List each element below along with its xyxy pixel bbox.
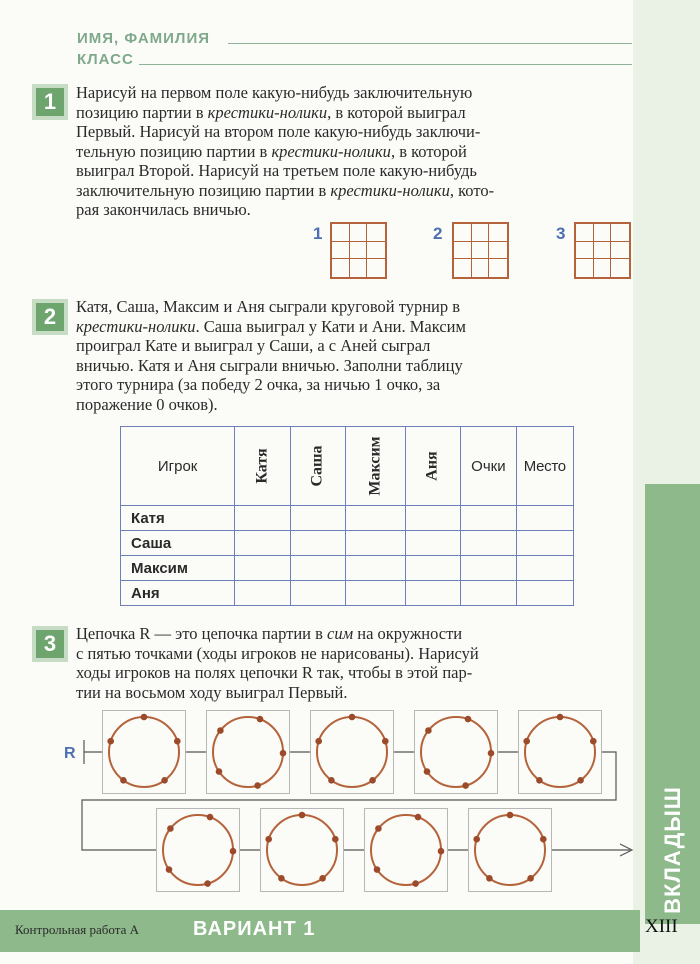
text-line: Цепочка R — это цепочка партии в сим на окружности (76, 624, 463, 643)
board-circle (475, 815, 545, 885)
board-point (141, 714, 148, 721)
board-point (332, 836, 339, 843)
board-point (107, 738, 114, 745)
text-line: заключительную позицию партии в крестики-нолики, кото- (76, 180, 495, 200)
board-circle (421, 717, 491, 787)
board-point (167, 825, 174, 832)
table-cell[interactable] (516, 556, 574, 581)
opponent-header: Саша (290, 427, 345, 506)
text-line: выиграл Второй. Нарисуй на третьем поле какую-нибудь (76, 161, 477, 180)
circle-board (103, 711, 187, 795)
board-point (207, 814, 214, 821)
text-line: крестики-нолики. Саша выиграл у Кати и Ани. Максим (76, 316, 466, 336)
ttt-grid-1[interactable] (330, 222, 387, 279)
table-row (121, 506, 574, 531)
board-point (349, 714, 356, 721)
opponent-header: Максим (346, 427, 406, 506)
board-point (254, 782, 261, 789)
variant-label: ВАРИАНТ 1 (193, 918, 316, 940)
table-row (121, 581, 574, 606)
board-point (527, 875, 534, 882)
board-point (257, 716, 264, 723)
table-cell[interactable] (290, 581, 345, 606)
board-circle (525, 717, 595, 787)
points-header: Очки (461, 427, 516, 506)
chain-cell[interactable] (260, 808, 344, 892)
chain-cell[interactable] (206, 710, 290, 794)
table-cell[interactable] (346, 581, 406, 606)
work-label: Контрольная работа А (15, 922, 139, 937)
grid-2-number: 2 (433, 224, 443, 243)
board-point (438, 848, 445, 855)
table-cell[interactable] (290, 506, 345, 531)
board-point (536, 777, 543, 784)
text-line: ходы игроков на полях цепочки R так, чтобы в этой пар- (76, 663, 473, 682)
chain-cell[interactable] (156, 808, 240, 892)
chain-label: R (64, 745, 76, 762)
circle-board (157, 809, 241, 893)
board-point (369, 777, 376, 784)
board-point (328, 777, 335, 784)
board-point (280, 750, 287, 757)
board-point (523, 738, 530, 745)
board-point (319, 875, 326, 882)
board-circle (213, 717, 283, 787)
name-line[interactable] (228, 43, 632, 44)
text-line: тии на восьмом ходу выиграл Первый. (76, 682, 348, 702)
ttt-grid-2[interactable] (452, 222, 509, 279)
board-point (230, 848, 237, 855)
board-circle (317, 717, 387, 787)
table-cell[interactable] (235, 556, 290, 581)
text-line: проиграл Кате и выиграл у Саши, а с Аней сыграл (76, 336, 431, 355)
chain-cell[interactable] (364, 808, 448, 892)
board-point (216, 768, 223, 775)
table-header-row (121, 427, 574, 506)
board-point (217, 727, 224, 734)
table-cell[interactable] (461, 581, 516, 606)
circle-board (207, 711, 291, 795)
chain-cell[interactable] (310, 710, 394, 794)
table-cell[interactable] (461, 556, 516, 581)
row-player: Катя (121, 506, 235, 531)
task-1-text (76, 83, 632, 220)
circle-board (365, 809, 449, 893)
table-cell[interactable] (516, 531, 574, 556)
opponent-header: Катя (235, 427, 290, 506)
circle-board (469, 809, 553, 893)
chain-cell[interactable] (518, 710, 602, 794)
text-line: Нарисуй на первом поле какую-нибудь заключительную (76, 83, 473, 102)
row-player: Аня (121, 581, 235, 606)
board-point (315, 738, 322, 745)
board-point (299, 812, 306, 819)
table-row (121, 556, 574, 581)
text-line: поражение 0 очков). (76, 394, 218, 414)
ttt-grid-3[interactable] (574, 222, 631, 279)
text-line: вничью. Катя и Аня сыграли вничью. Заполни таблицу (76, 355, 463, 375)
board-point (507, 812, 514, 819)
table-cell[interactable] (290, 556, 345, 581)
footer-bar (0, 910, 640, 952)
table-cell[interactable] (346, 531, 406, 556)
board-point (375, 825, 382, 832)
side-label: ВКЛАДЫШ (659, 786, 685, 914)
board-point (465, 716, 472, 723)
task-3-badge: 3 (32, 626, 68, 662)
table-cell[interactable] (461, 506, 516, 531)
table-cell[interactable] (461, 531, 516, 556)
board-point (120, 777, 127, 784)
table-cell[interactable] (346, 556, 406, 581)
board-point (265, 836, 272, 843)
table-cell[interactable] (235, 506, 290, 531)
task-1-badge: 1 (32, 84, 68, 120)
table-row (121, 531, 574, 556)
circle-board (261, 809, 345, 893)
name-label: ИМЯ, ФАМИЛИЯ (77, 30, 211, 47)
table-cell[interactable] (516, 506, 574, 531)
task-2-text (76, 297, 632, 414)
board-point (425, 727, 432, 734)
board-point (415, 814, 422, 821)
table-cell[interactable] (516, 581, 574, 606)
table-cell[interactable] (406, 531, 461, 556)
circle-board (519, 711, 603, 795)
table-cell[interactable] (290, 531, 345, 556)
board-point (374, 866, 381, 873)
circle-board (311, 711, 395, 795)
chain-cell[interactable] (414, 710, 498, 794)
board-circle (109, 717, 179, 787)
circle-board (415, 711, 499, 795)
board-point (473, 836, 480, 843)
board-point (412, 880, 419, 887)
class-label: КЛАСС (77, 51, 134, 68)
board-point (161, 777, 168, 784)
board-point (590, 738, 597, 745)
text-line: Катя, Саша, Максим и Аня сыграли круговой турнир в (76, 297, 461, 316)
board-point (174, 738, 181, 745)
grid-1-number: 1 (313, 224, 323, 243)
text-line: тельную позицию партии в крестики-нолики, в которой (76, 141, 467, 161)
board-point (462, 782, 469, 789)
tournament-table (120, 426, 574, 606)
board-point (540, 836, 547, 843)
task-3-text (76, 624, 632, 702)
task-2-badge: 2 (32, 299, 68, 335)
player-header: Игрок (121, 427, 235, 506)
table-cell[interactable] (406, 581, 461, 606)
page-number: XIII (645, 916, 678, 937)
board-point (204, 880, 211, 887)
place-header: Место (516, 427, 574, 506)
board-circle (163, 815, 233, 885)
board-point (577, 777, 584, 784)
board-point (278, 875, 285, 882)
text-line: с пятью точками (ходы игроков не нарисованы). Нарисуй (76, 643, 479, 663)
table-cell[interactable] (235, 531, 290, 556)
chain-cell[interactable] (102, 710, 186, 794)
class-line[interactable] (139, 64, 632, 65)
table-cell[interactable] (235, 581, 290, 606)
table-cell[interactable] (406, 556, 461, 581)
board-point (166, 866, 173, 873)
board-point (488, 750, 495, 757)
row-player: Саша (121, 531, 235, 556)
grid-3-number: 3 (556, 224, 566, 243)
row-player: Максим (121, 556, 235, 581)
table-cell[interactable] (406, 506, 461, 531)
board-circle (267, 815, 337, 885)
board-circle (371, 815, 441, 885)
text-line: рая закончилась вничью. (76, 200, 251, 219)
text-line: позицию партии в крестики-нолики, в которой выиграл (76, 102, 466, 122)
text-line: Первый. Нарисуй на втором поле какую-нибудь заключи- (76, 122, 481, 141)
chain-cell[interactable] (468, 808, 552, 892)
board-point (382, 738, 389, 745)
table-cell[interactable] (346, 506, 406, 531)
board-point (486, 875, 493, 882)
side-strip (633, 0, 700, 964)
board-point (557, 714, 564, 721)
text-line: этого турнира (за победу 2 очка, за ничью 1 очко, за (76, 375, 441, 394)
opponent-header: Аня (406, 427, 461, 506)
board-point (424, 768, 431, 775)
